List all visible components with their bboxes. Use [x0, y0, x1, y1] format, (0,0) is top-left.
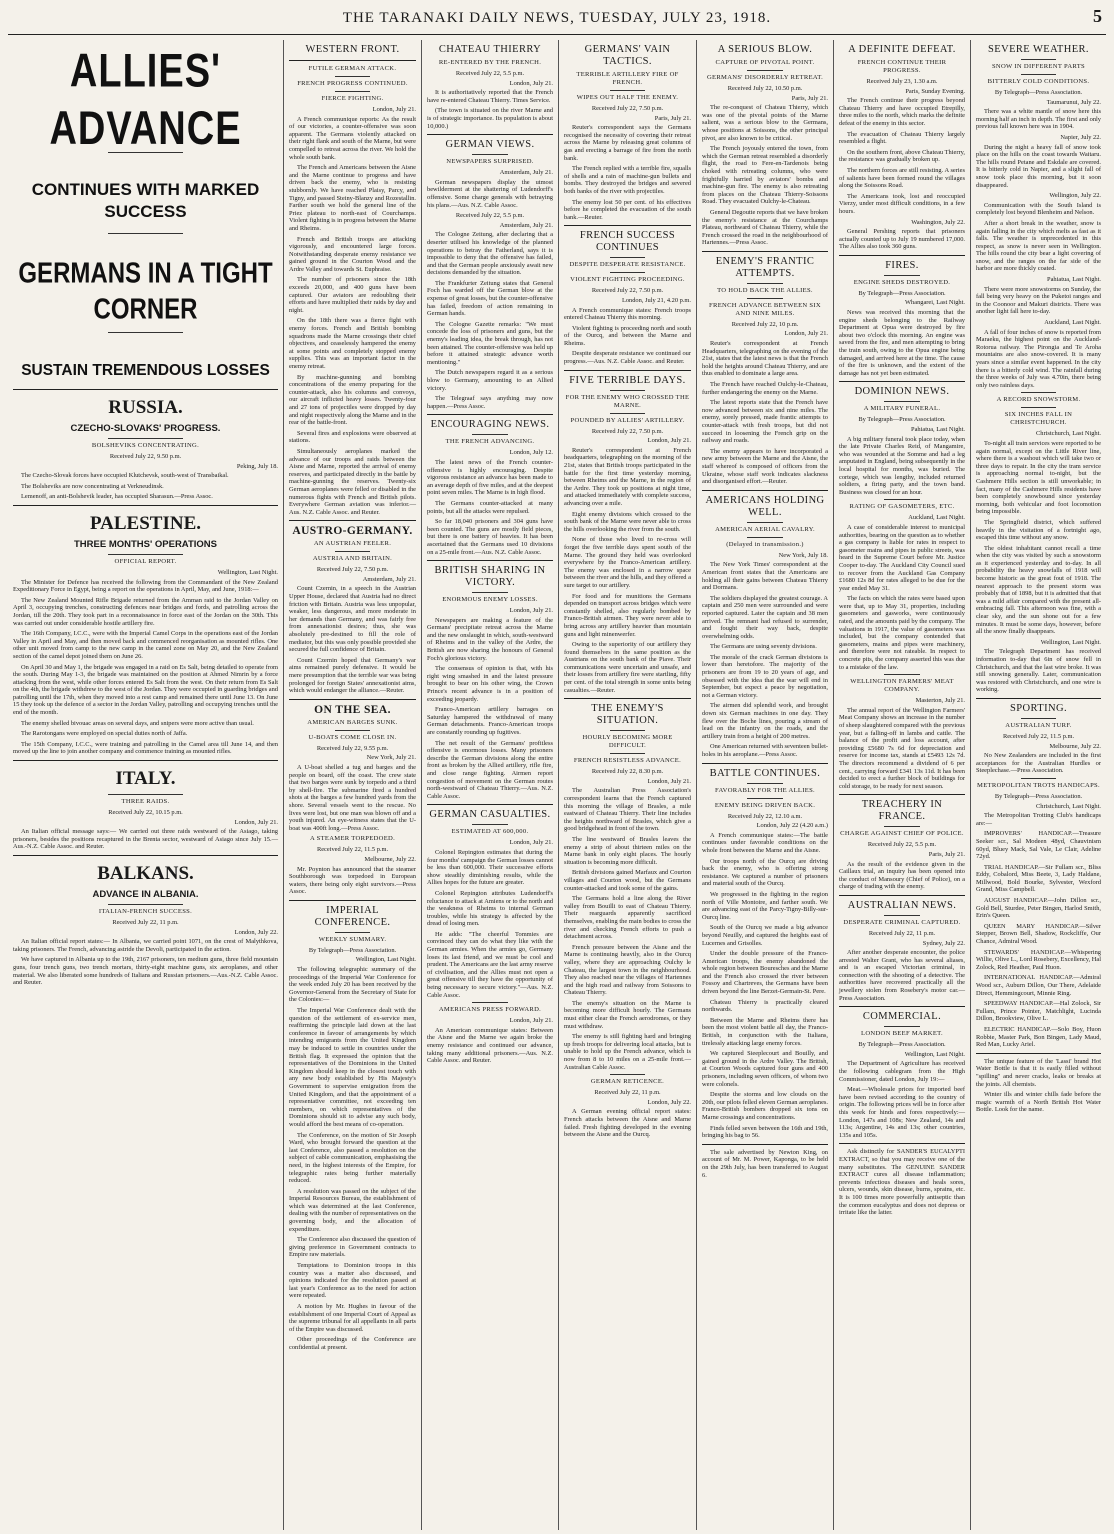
article-paragraph: A U-boat shelled a tug and barges and the people on board, off the coast. The crew state that two barges were sunk by torpedo and a third by shell-fire. The submarine fired a hundred shots at the barges a few hundred yards from the shore. Several vessels went to the rescue. No lives were lost, but one man was blown off and a youth injured. An eye-witness states that the U-boat was 400ft long.—Press Assoc.	[289, 763, 416, 832]
placeline: Amsterdam, July 21.	[362, 575, 416, 583]
article-paragraph: On April 30 and May 1, the brigade was engaged in a raid on Es Salt, being detailed to operate from the south. During May 1-3, the brigade was maintained on the position at Ahmed Nimrin by a force attacking from the west, while other forces entered Es Salt from the west. On their return from Es Salt on the 4th, the brigade withdrew to the west of the Jordan. They were occupied in guarding bridges and patrolling until the 17th, when they moved into a rest camp and remained there until June 13. On June 15 they took up the defence of a sector in the Jordan Valley, patrolling and occupying trenches until the end of the month.	[13, 663, 278, 717]
placeline: Wellington, Last Night.	[904, 1050, 965, 1058]
advertisement: Winter ills and winter chills fade before the magic warmth of a North British Hot Water Bottle. Look for the name.	[976, 1091, 1101, 1114]
article-paragraph: German newspapers display the utmost bewilderment at the shattering of Ludendorff's offensive. Some charge generals with betraying his plans.—Aus. N.Z. Cable Assoc.	[427, 178, 553, 209]
article-paragraph: QUEEN MARY HANDICAP.—Silver Stepper, Brown Bell, Shadow, Rockcliffe, Our Chance, Admiral Wood.	[976, 922, 1101, 946]
placeline: Paris, July 21.	[791, 94, 828, 102]
banner-allies-advance: ALLIES' ADVANCE	[49, 45, 242, 155]
placeline: London, July 21.	[647, 437, 691, 445]
placeline: London, July 22 (4.20 a.m.)	[756, 822, 828, 830]
article-paragraph: Meat.—Wholesale prices for imported beef have been revised according to the country of origin. The following prices will be in force after this week for hinds and fores respectively:—London, 147s and 108s; New Zealand, 14s and 113s; Argentine, 14s and 13s; other countries, 135s and 105s.	[839, 1086, 965, 1139]
article-paragraph: After a short break in the weather, snow is again falling in the city which melts as fast as it falls. The weather is unprecedented in this respect, as snow is never seen in Wellington. The hills round the city bear a light covering of snow, and the ranges on the far side of the harbor are more thickly coated.	[976, 219, 1101, 273]
article-paragraph: A German evening official report states: French attacks between the Aisne and Marne failed. Fresh fighting developed in the evening between the Aisne and the Ourcq.	[564, 1108, 691, 1139]
subhead: (Delayed in transmission.)	[726, 540, 804, 548]
subhead: WIPES OUT HALF THE ENEMY.	[576, 94, 679, 101]
german-views-headline: GERMAN VIEWS.	[445, 139, 535, 151]
article-paragraph: TRIAL HANDICAP.—Sir Fullam scr., Bliss Eddy, Cobalord, Miss Beete, 3, Lady Haldane, Millwood, Bold Bourke, Sylvester, Wexford Grand, Miss Campbell.	[976, 863, 1101, 894]
newspaper-title: THE TARANAKI DAILY NEWS, TUESDAY, JULY 23, 1918.	[342, 10, 772, 26]
article-paragraph: After another desperate encounter, the police arrested Walter Grant, who has several aliases, and is an escaped Victorian criminal, in connection with the shooting of a detective. The authorities have recovered practically all the jewellery stolen from Rosebery's motor car.—Press Association.	[839, 949, 965, 1002]
dateline: Received July 22, 7.50 p.m.	[591, 427, 664, 435]
article-paragraph: The facts on which the rates were based upon were that, up to May 31, properties, including gasometers and gasworks, were continuously rated, and the amounts paid by the company. The valuations in 1917, the value of gasometers was included, but the company contended that gasometers, mains and pipes were machinery, and therefore were not rateable. In respect to concrete pits, the company asserted this was due to a mistake of the law.	[839, 595, 965, 671]
palestine-subhead: THREE MONTHS' OPERATIONS	[73, 538, 217, 550]
article-paragraph: The French replied with a terrible fire, squalls of shells and a rain of machine-gun bullets and bombs. They destroyed the bridges and severed both banks of the river with projectiles.	[564, 165, 691, 195]
article-paragraph: The New York Times' correspondent at the American front states that the Americans are holding all their gains between Chateau Thierry and Dormans.	[702, 561, 828, 592]
dateline: Received July 22, 7.50 p.m.	[316, 566, 389, 574]
article-paragraph: Count Czernin, in a speech in the Austrian Upper House, declared that Austria had no direct friction with Britain. Austria was less unpopular, weaker, less dangerous, and more moderate in her demands than Germany, and was fairly free from annexationist desires; thus, she was absolutely pre-destined to fill the role of mediator, but this was only possible provided she secured the full confidence of Britain.	[289, 585, 416, 654]
placeline: Pahiatua, Last Night.	[911, 426, 965, 433]
placeline: Christchurch, Last Night.	[1036, 802, 1101, 810]
placeline: London, July 21.	[509, 839, 553, 847]
article-paragraph: To-night all train services were reported to be again normal, except on the Little River line, where there is a washout which will take two or three days to repair. In the city the tram service is approaching normal to-night, but the Cashmere Hills section is still unworkable; in fact, many of the Cashmere Hills residents have been completely snowbound since yesterday morning, both vehicular and foot locomotion being impossible.	[976, 439, 1101, 516]
subhead: RATING OF GASOMETERS, ETC.	[849, 503, 955, 511]
placeline: London, July 22.	[647, 1098, 691, 1106]
article-paragraph: INTERNATIONAL HANDICAP.—Admiral Wood scr., Auburn Dillon, Our There, Adelaide Direct, Hemmingcourt, Minnie Ring.	[976, 974, 1101, 997]
dominion-news-headline: DOMINION NEWS.	[854, 386, 950, 398]
frantic-attempts-headline: ENEMY'S FRANTIC ATTEMPTS.	[715, 255, 815, 279]
placeline: Wellington, Last Night.	[1040, 638, 1101, 646]
article-paragraph: The French and Americans between the Aisne and the Marne continue to progress and have driven back the enemy, who is resisting stubbornly. We have reached Plaisy, Parcy, and Tigny, and passed Steiny-Blanzy and Rozestallin. Farther south we hold the general line of the Priez plateau to north-east of Courchamps. Violent fighting is in progress between the Marne and Rheims.	[289, 164, 416, 232]
imperial-conference-headline: IMPERIAL CONFERENCE.	[314, 904, 391, 928]
palestine-headline: PALESTINE.	[89, 512, 202, 534]
subhead: FRENCH RESISTLESS ADVANCE.	[573, 757, 682, 765]
article-paragraph: On the 18th there was a fierce fight with enemy forces. French and British bombing squadrons made the Marne crossings their chief objectives, and ceaselessly hampered the enemy at some points and completely stopped enemy supplies. This was an important factor in the enemy retreat.	[289, 317, 416, 370]
article-paragraph: Violent fighting is proceeding north and south of the Ourcq, and between the Marne and Rheims.	[564, 324, 691, 347]
article-paragraph: One American returned with seventeen bullet-holes in his aeroplane.—Press Assoc.	[702, 743, 829, 758]
subhead: BITTERLY COLD CONDITIONS.	[987, 78, 1090, 85]
article-paragraph: SPEEDWAY HANDICAP.—Hal Zolock, Sir Fullam, Prince Pointer, Matchlight, Lucinda Dillon, Brookview, Olive L.	[976, 1000, 1101, 1023]
dateline: By Telegraph—Press Association.	[858, 416, 946, 424]
article-paragraph: The French continue their progress beyond Chateau Thierry and have occupied Etrepilly, three miles to the north, which marks the definite defeat of the enemy in this sector.	[839, 97, 965, 127]
subhead: VIOLENT FIGHTING PROCEEDING.	[570, 276, 685, 284]
dateline: Received July 22, 7.50 p.m.	[591, 287, 664, 295]
dateline: By Telegraph—Press Association.	[994, 89, 1083, 96]
subhead: NEWSPAPERS SURPRISED.	[446, 158, 534, 166]
dateline: Received July 22, 9.55 p.m.	[316, 744, 389, 752]
subhead: FRENCH ADVANCE BETWEEN SIX AND NINE MILES.	[709, 301, 821, 317]
column-4	[558, 40, 696, 1530]
article-paragraph: The Germans are using seventy divisions.	[710, 643, 817, 651]
article-paragraph: A case of considerable interest to municipal authorities, bearing on the question as to whether a gas company is liable for rates in respect to gasometer mains and pipes in public streets, was heard in the Supreme Court before Mr. Justice Cooper to-day. The Auckland City Council sued to recover from the Auckland Gas Company £1680 12s 8d for rates alleged to be due for the year ended May 31.	[839, 523, 965, 592]
placeline: London, July 21.	[647, 777, 691, 785]
article-paragraph: He adds: "The cheerful Tommies are convinced they can do what they like with the German armies. When the armies go, Germany loses its last friend, and we must be cool and prudent. The Americans are the last army reserve of civilisation, and the Allies must not open a great offensive till they have the opportunity of being necessary to secure victory."—Aus. N.Z. Cable Assoc.	[427, 930, 553, 999]
dateline: Received July 22, 11 p.m.	[868, 929, 936, 937]
placeline: Wellington, Last Night.	[217, 568, 278, 576]
article-paragraph: The French have reached Oulchy-le-Chateau, further endangering the enemy on the Marne.	[702, 381, 828, 396]
placeline: Paris, July 21.	[928, 850, 965, 858]
article-paragraph: The latest reports state that the French have now advanced between six and nine miles. The enemy, sorely pressed, made frantic attempts to counter-attack with fresh troops, but did not succeed in loosening the French grip on the railway and roads.	[702, 399, 828, 445]
article-paragraph: Owing to the superiority of our artillery they found themselves in the same position as the Austrians on the south bank of the Piave. Their communications were uncertain and unsafe, and their losses from artillery fire were startling, fifty per cent. of the total strength in some units being casualties.—Reuter.	[564, 641, 691, 694]
article-paragraph: A resolution was passed on the subject of the Imperial Resources Bureau, the establishment of which was determined at the last Conference, dealing with the number of representatives on the governing body, and the allocation of expenditure.	[289, 1187, 416, 1233]
dateline: Received July 22, 8.30 p.m.	[591, 768, 664, 776]
placeline: London, July 21.	[509, 79, 553, 87]
subhead: DESPERATE CRIMINAL CAPTURED.	[843, 918, 961, 926]
subhead: RE-ENTERED BY THE FRENCH.	[438, 59, 542, 66]
placeline: Auckland, Last Night.	[1044, 319, 1101, 327]
subhead: DESPITE DESPERATE RESISTANCE.	[569, 261, 686, 269]
italy-subhead: THREE RAIDS.	[121, 798, 170, 806]
french-success-headline: FRENCH SUCCESS CONTINUES	[579, 230, 676, 254]
article-paragraph: The number of prisoners since the 18th exceeds 20,000, and 400 guns have been captured. Our aviators are redoubling their efforts and have multiplied their raids by day and night.	[289, 276, 416, 314]
british-sharing-headline: BRITISH SHARING IN VICTORY.	[434, 565, 546, 589]
article-paragraph: ELECTRIC HANDICAP.—Solo Boy, Huon Robbie, Master Park, Bon Bingen, Lady Maud, Red Man, Lucky Ariel.	[976, 1025, 1101, 1049]
article-paragraph: French and British troops are attacking vigorously, and encountered large forces. Notwithstanding desperate enemy resistance we gained ground in the Courton Wood and the Ardre Valley and towards St. Euphraise.	[289, 235, 416, 273]
article-paragraph: As the result of the evidence given in the Caillaux trial, an inquiry has been opened into the conduct of Mansoury (Chief of Police), on a charge of trading with the enemy.	[839, 860, 965, 891]
five-terrible-days-headline: FIVE TERRIBLE DAYS.	[569, 374, 686, 386]
article-paragraph: The Czecho-Slovak forces have occupied Klutchevsk, south-west of Transbaikal.	[21, 472, 229, 480]
article-paragraph: (The town is situated on the river Marne and is of strategic importance. Its population is about 10,000.)	[427, 107, 553, 130]
banner-tight-corner: GERMANS IN A TIGHT CORNER	[18, 257, 273, 326]
subhead: ESTIMATED AT 600,000.	[451, 828, 529, 836]
subhead: AMERICANS PRESS FORWARD.	[438, 1006, 542, 1014]
article-paragraph: The net result of the Germans' profitless offensive is enormous losses. Many prisoners describe the German divisions along the entire front as broken by the Allied artillery, rifle fire, and close range fighting. Airmen report congestion of movement on the German routes north-westward of Chateau Thierry.—Aus. N.Z. Cable Assoc.	[427, 739, 553, 800]
placeline: Melbourne, July 22.	[364, 855, 416, 863]
subhead: GERMAN RETICENCE.	[590, 1078, 665, 1086]
article-paragraph: The Germans counter-attacked at many points, but all the attacks were repulsed.	[427, 499, 553, 515]
dateline: Received July 22, 7.50 p.m.	[591, 105, 664, 112]
dateline: Received July 23, 1.30 a.m.	[866, 78, 938, 85]
placeline: New York, July 18.	[778, 551, 828, 559]
article-paragraph: There was a white mantle of snow here this morning half an inch in depth. The first and only previous fall known here was in 1904.	[976, 108, 1101, 131]
subhead: POUNDED BY ALLIES' ARTILLERY.	[570, 416, 685, 424]
placeline: Paris, July 21.	[654, 114, 691, 122]
article-paragraph: The northern forces are still resisting. A series of salients have been formed round the villages along the Soissons Road.	[839, 166, 965, 190]
article-paragraph: The soldiers displayed the greatest courage. A captain and 250 men were surrounded and were reported captured. Later the captain and 38 men arrived. The remnant had refused to surrender, and fought their way back, despite overwhelming odds.	[702, 594, 828, 640]
placeline: Taumarunui, July 22.	[1046, 98, 1101, 106]
article-paragraph: Colonel Repington attributes Ludendorff's reluctance to attack at Amiens or to the north and the weakness of Rheims to internal German troubles, while his strategy is affected by the dread of losing men.	[427, 889, 553, 928]
dateline: Received July 22, 5.5 p.m.	[867, 841, 937, 849]
treachery-headline: TREACHERY IN FRANCE.	[861, 799, 943, 823]
placeline: London, July 21, 4.20 p.m.	[621, 296, 691, 304]
subhead: FUTILE GERMAN ATTACK.	[308, 65, 397, 72]
article-paragraph: Despite desperate resistance we continued our progress.—Aus. N.Z. Cable Assoc. and Reuter.	[564, 350, 691, 366]
australian-news-headline: AUSTRALIAN NEWS.	[847, 899, 957, 911]
article-paragraph: The Telegraph Department has received information to-day that 6in of snow fell in Christchurch, and that the last wire broke. It was still snowing generally. Later, communication was restored with Christchurch, and one wire is working.	[976, 648, 1101, 694]
balkans-headline: BALKANS.	[97, 863, 194, 884]
subhead: ENORMOUS ENEMY LOSSES.	[442, 596, 538, 604]
article-paragraph: The 15th Company, I.C.C., were training and patrolling in the Camel area till June 14, and then moved up the line to join another company and commence training as mounted rifles.	[13, 740, 278, 756]
article-paragraph: We progressed in the fighting in the region north of Ville Montoire, and farther south. We are advancing east of the Parcy-Tigny-Billy-sur-Ourcq line.	[702, 890, 828, 921]
article-paragraph: British divisions gained Marfaux and Courton villages and Courton wood, but the Germans counter-attacked and took some of the gains.	[564, 869, 691, 892]
article-paragraph: By machine-gunning and bombing concentrations of the enemy preparing for the counter-attack, also his columns and convoys, our aircraft inflicted heavy losses. Twenty-four and 27 tons of projectiles were dropped by day and night respectively along the Marne and in the rear of the battle-front.	[289, 373, 416, 427]
subhead: AMERICAN AERIAL CAVALRY.	[715, 525, 815, 533]
enemy-situation-headline: THE ENEMY'S SITUATION.	[591, 703, 664, 727]
column-5	[696, 40, 833, 1530]
column-2	[283, 40, 421, 1530]
article-paragraph: A French communique reports: As the result of our victories, a counter-offensive was soon apparent. The Germans violently attacked on their right flank and south of the Marne, but were compelled to retreat across the river. We hold the whole south bank.	[289, 115, 416, 161]
article-paragraph: The Minister for Defence has received the following from the Commandant of the New Zealand Expeditionary Force in Egypt, being a report on the operations in April, May, and June, 1918:—	[13, 578, 278, 594]
article-paragraph: The enemy lost 50 per cent. of his effectives before he completed the evacuation of the south bank.—Reuter.	[564, 198, 691, 221]
article-paragraph: The Cologne Zeitung, after declaring that a deserter utilised his knowledge of the planned operations to betray the Fatherland, says it is impossible to deny that the offensive has failed, and that the German people anxiously await new decisions demanded by the situation.	[427, 231, 553, 277]
placeline: Christchurch, Last Night.	[1036, 430, 1101, 438]
dateline: Received July 22, 11.5 p.m.	[316, 846, 389, 854]
dateline: Received July 22, 10 p.m.	[731, 320, 799, 328]
article-paragraph: There were more snowstorms on Sunday, the fall being very heavy on the Puketoi ranges and in the Coonoor and Makuri districts. There was another light fall here to-day.	[976, 285, 1101, 316]
article-paragraph: STEWARDS' HANDICAP.—Whispering Willie, Olive L., Lord Rosebery, Excellency, Hal Zolock, Red Heather, Paul Huon.	[976, 948, 1101, 971]
page-number: 5	[1093, 6, 1102, 26]
western-front-headline: WESTERN FRONT.	[305, 44, 400, 55]
article-paragraph: The Springfield district, which suffered heavily in the visitation of a fortnight ago, escaped this time without any snow.	[976, 518, 1101, 542]
article-paragraph: The latest news of the French counter-offensive is highly encouraging. Despite vigorous resistance an advance has been made to an average depth of five miles, and at the deepest point seven miles. The Marne is in high flood.	[427, 458, 553, 497]
dateline: Received July 22, 12.10 a.m.	[727, 812, 803, 820]
article-paragraph: So far 18,040 prisoners and 304 guns have been counted. The guns are mostly field pieces, but there is one battery of heavies. It has been ascertained that the Germans used 10 divisions on a 25-mile front.—Aus. N.Z. Cable Assoc.	[427, 518, 553, 556]
placeline: Peking, July 18.	[236, 462, 278, 470]
article-paragraph: Reuter's correspondent at French headquarters, telegraphing on the morning of the 21st, states that British troops participated in the battle for the first time yesterday morning, between Rheims and the Marne, in the region of the Ardre. They took up positions at night time, and attacked immediately with complete success, advancing over a mile.	[564, 446, 691, 507]
placeline: London, July 21.	[509, 607, 553, 615]
dateline: By Telegraph—Press Association.	[994, 792, 1083, 800]
article-paragraph: The 16th Company, I.C.C., were with the Imperial Camel Corps in the operations east of the Jordan Valley in April and May, and then moved back and commenced reorganisation as mounted rifles. One other unit moved from camp to the new camp in the camel zone on May 20, and the New Zealand section of the camel depot joined them on June 26.	[13, 630, 278, 660]
placeline: Masterton, July 21.	[915, 697, 965, 705]
article-paragraph: General Pershing reports that prisoners actually counted up to July 19 numbered 17,000. The Allies also took 360 guns.	[839, 228, 965, 251]
subhead: TO HOLD BACK THE ALLIES.	[717, 286, 813, 294]
advertisement: Ask distinctly for SANDER'S EUCALYPTI EXTRACT, so that you may receive one of the many substitutes. The GENUINE SANDER EXTRACT cures all disease inflammation; prevents infectious diseases and heals sores, ulcers, wounds, skin disease, burns, sprains, etc. It is 100 times more powerfully antiseptic than the common eucalyptus and does not depress or irritate like the latter.	[839, 1148, 965, 1217]
dateline: By Telegraph—Press Association.	[858, 1041, 946, 1049]
subhead: SNOW IN DIFFERENT PARTS	[991, 63, 1086, 70]
placeline: Amsterdam, July 21.	[499, 221, 553, 229]
dateline: By Telegraph—Press Association.	[858, 289, 946, 297]
article-paragraph: News was received this morning that the engine sheds belonging to the Railway Department at Opua were destroyed by fire about two o'clock this morning. An engine was saved from the fire, and men attempting to bring the train south, owing to the Opua engine being damaged, and arrived here at the time. The cause of the fire is unknown, and the extent of the damage has not yet been estimated.	[839, 309, 965, 377]
article-paragraph: A fall of four inches of snow is reported from Maraeku, the highest point on the Auckland-Rotorua railway. The Pirongia and Te Aroha mountains are also snow-covered. It is many years since a similar event happened. In the city there is a bitterly cold wind. The rainfall during the three weeks of July was 4.70in, there being only two rainless days.	[976, 328, 1101, 389]
placeline: New York, July 21.	[366, 754, 416, 762]
article-paragraph: An Italian official report states:— In Albania, we carried point 1071, on the crest of Malythkova, taking prisoners. The French, advancing astride the Devoli, participated in the action.	[13, 938, 278, 953]
article-paragraph: The French joyously entered the town, from which the German retreat resembled a disorderly flight, the road to Fere-en-Tardenois being choked with retreating columns, who were frightfully harried by aviators' bombs and machine-gun fire. The enemy is also retreating from places on the Chateau Thierry-Soissons Road. They evacuated Oulchy-le-Chateau.	[702, 145, 828, 206]
subhead: SIX INCHES FALL IN CHRISTCHURCH.	[1004, 411, 1073, 427]
article-paragraph: Other proceedings of the Conference are confidential at present.	[289, 1336, 416, 1351]
article-paragraph: French pressure between the Aisne and the Marne is continuing heavily, also in the Ourcq valley, where they are approaching Oulchy le Chateau, the largest town in the neighbourhood. They also reached near the villages of Hartennes and the high road and railway from Soissons to Chateau Thierry.	[564, 943, 691, 997]
column-3	[421, 40, 558, 1530]
article-paragraph: Our troops north of the Ourcq are driving back the enemy, who is offering strong resistance. We captured a number of prisoners and material south of the Ourcq.	[702, 857, 828, 888]
article-paragraph: The enemy is still fighting hard and bringing up fresh troops for delivering local attacks, but is unable to hold up the French advance, which is now from 8 to 10 miles on a 25-mile front.—Australian Cable Assoc.	[564, 1033, 691, 1071]
article-paragraph: During the night a heavy fall of snow took place on the hills on the coast towards Waitaru. The hills round Petane and Eskdale are covered. It is bitterly cold in Napier, and a slight fall of snow took place this morning, but it soon disappeared.	[976, 143, 1101, 189]
article-paragraph: A French communique states:—The battle continues under favorable conditions on the whole front between the Marne and the Aisne.	[702, 831, 828, 854]
article-paragraph: No New Zealanders are included in the first acceptances for the Australian Hurdles or Steeplechase.—Press Association.	[976, 752, 1101, 775]
italy-headline: ITALY.	[115, 768, 176, 790]
subhead: FRENCH PROGRESS CONTINUED.	[297, 80, 408, 87]
article-paragraph: Count Czernin hoped that Germany's war aims remained purely defensive. It would be mere presumption that the terrible war was being prolonged for foreign States' annexationist aims, which would endanger the alliance.—Reuter.	[289, 656, 416, 695]
subhead: ENEMY BEING DRIVEN BACK.	[714, 801, 816, 809]
article-paragraph: The consensus of opinion is that, with his right wing smashed in and the latest pressure brought to bear on his other wing, the Crown Prince's recent advance is in a position of exceeding jeopardy.	[427, 665, 553, 703]
subhead: AN AUSTRIAN FEELER.	[313, 540, 392, 548]
column-1	[8, 40, 283, 1530]
article-paragraph: On the southern front, above Chateau Thierry, the resistance was gradually broken up.	[839, 148, 965, 164]
dateline: Received July 22, 5.5 p.m.	[455, 70, 525, 77]
subhead: CHARGE AGAINST CHIEF OF POLICE.	[840, 830, 964, 838]
subhead: WELLINGTON FARMERS' MEAT COMPANY.	[850, 678, 954, 694]
article-paragraph: We captured Sieeplecourt and Bouilly, and gained ground in the Ardre Valley. The British, at Courton Woods captured four guns and 400 prisoners, including seven officers, of whom two were colonels.	[702, 1050, 828, 1088]
article-paragraph: The morale of the crack German divisions is lower than heretofore. The majority of the prisoners are from 19 to 20 years of age, and obsessed with the idea that the war will end in September, but expect a peace by negotiation, not a German victory.	[702, 653, 828, 699]
article-paragraph: Simultaneously aeroplanes marked the advance of our troops and raids between the Aisne and Marne, reported the arrival of enemy reserves, and participated directly in the battle by machine-gunning the reserves. Twenty-six German aeroplanes were felled or disabled in the numerous fights with French and British pilots. Everywhere German aviation was inferior.—Aus. N.Z. Cable Assoc. and Reuter.	[289, 447, 416, 516]
article-paragraph: Despite the storms and low clouds on the 20th, our pilots felled eleven German aeroplanes. Franco-British bombers dropped six tons on Marne crossings and concentrations.	[702, 1091, 828, 1121]
dateline: By Telegraph—Press Association.	[308, 946, 397, 954]
russia-headline: RUSSIA.	[108, 397, 183, 418]
balkans-subhead: ADVANCE IN ALBANIA.	[92, 889, 199, 900]
subhead: TERRIBLE ARTILLERY FIRE OF FRENCH.	[576, 71, 679, 86]
banner-losses: SUSTAIN TREMENDOUS LOSSES	[21, 362, 270, 379]
article-paragraph: An American communique states: Between the Aisne and the Marne we again broke the enemy resistance and continued our advance, taking many additional prisoners.—Aus. N.Z. Cable Assoc. and Reuter.	[427, 1026, 553, 1065]
article-paragraph: Chateau Thierry is practically cleared northwards.	[702, 998, 828, 1014]
advertisement: The sale advertised by Newton King, on account of Mr. M. Power, Kaponga, to be held on the 29th July, has been transferred to August 6.	[702, 1148, 828, 1179]
article-paragraph: AUGUST HANDICAP.—John Dillon scr., Gold Bell, Sturdee, Peter Bingen, Harlod Smith, Erin's Queen.	[976, 897, 1101, 920]
dateline: Received July 22, 5.5 p.m.	[455, 212, 525, 220]
placeline: Melbourne, July 22.	[1049, 742, 1101, 750]
article-paragraph: Under the double pressure of the Franco-American troops, the enemy abandoned the whole region between Bouresches and the Marne and the French also crossed the river between Fossoy and Chartreves, the Germans have been driven beyond the line Berzet-Germain-St. Pere.	[702, 950, 828, 996]
placeline: Napier, July 22.	[1060, 133, 1101, 141]
subhead: A RECORD SNOWSTORM.	[996, 396, 1081, 404]
article-paragraph: Reuter's correspondent says the Germans recognised the necessity of covering their retreat across the Marne by releasing great columns of gas and erecting a barrage of fire from the north bank.	[564, 124, 691, 162]
chateau-thierry-headline: CHATEAU THIERRY	[438, 44, 542, 55]
article-paragraph: The evacuation of Chateau Thierry largely resembled a flight.	[839, 130, 965, 146]
article-paragraph: The Metropolitan Trotting Club's handicaps are:—	[976, 812, 1101, 827]
article-paragraph: Finds felled seven between the 16th and 19th, bringing his bag to 56.	[702, 1124, 828, 1140]
article-paragraph: IMPROVERS' HANDICAP.—Treasure Seeker scr., Sal Modeen 48yd, Chauvinism 60yd, Bluey Mack, Sal Vale, Le Clair, Adeline 72yd.	[976, 830, 1101, 861]
article-paragraph: Mr. Poynton has announced that the steamer Southborough was torpedoed in European waters, there being only eight survivors.—Press Assoc.	[289, 865, 416, 896]
article-paragraph: The Imperial War Conference dealt with the question of the settlement of ex-service men, reaffirming the principle laid down at the last conference in favour of arrangements by which intending emigrants from the United Kingdom may be induced to settle in countries under the British flag. It expressed the opinion that the representatives of the Dominions in the United Kingdom should keep in the closest touch with any new body established by His Majesty's Government to supervise emigration from the United Kingdom, and that the appointment of a representative committee, not exceeding ten members, on which representatives of the Dominions should sit to advise any such body, would afford the best means of co-operation.	[289, 1007, 416, 1128]
palestine-subhead-2: OFFICIAL REPORT.	[114, 557, 177, 565]
placeline: London, July 22.	[234, 928, 278, 936]
column-7	[970, 40, 1106, 1530]
column-6	[833, 40, 970, 1530]
dateline: Received July 22, 11 p.m.	[112, 919, 179, 926]
article-paragraph: The Cologne Gazette remarks: "We must concede the loss of prisoners and guns, but the enemy's leading idea, the break through, has not been attained. The counter-offensive was held up before it attained strategic advance worth mentioning."	[427, 320, 553, 366]
americans-holding-headline: AMERICANS HOLDING WELL.	[705, 494, 825, 518]
article-paragraph: The oldest inhabitant cannot recall a time when the city was visited by such a snowstorm as it experienced yesterday and to-day. In all probability the heavy snowfalls of 1918 will become historic as the great fout of 1918. The nearest approach to the present storm was probably that of 1898, but it is admitted that that was a mild affair compared with the present all-embracing fall. This afternoon was fine, with a clear sky, and the sun shone out for a few minutes. It must be some days, however, before all the snow finally disappears.	[976, 544, 1101, 636]
placeline: London, July 21.	[509, 1017, 553, 1025]
dateline: Received July 22, 11.5 p.m.	[1002, 732, 1075, 740]
placeline: Auckland, Last Night.	[908, 514, 965, 522]
subhead: HOURLY BECOMING MORE DIFFICULT.	[582, 734, 673, 750]
placeline: Amsterdam, July 21.	[499, 169, 553, 177]
dateline: Received July 22, 9.50 p.m.	[109, 453, 182, 460]
subhead: ENGINE SHEDS DESTROYED.	[853, 278, 951, 286]
placeline: London, July 21.	[234, 818, 278, 826]
subhead: A MILITARY FUNERAL.	[863, 405, 941, 413]
placeline: Wellington, July 22.	[1049, 192, 1101, 200]
subhead: A STEAMER TORPEDOED.	[309, 835, 396, 843]
dateline: Received July 22, 11 p.m.	[594, 1089, 661, 1097]
subhead: FIERCE FIGHTING.	[321, 95, 384, 102]
balkans-subhead-2: ITALIAN-FRENCH SUCCESS.	[98, 908, 193, 915]
article-paragraph: A motion by Mr. Hughes in favour of the establishment of one Imperial Court of Appeal as the supreme tribunal for all appellants in all parts of the Empire was discussed.	[289, 1303, 416, 1333]
article-paragraph: The Americans took, lost and reoccupied Vierzy, under most difficult conditions, in a few hours.	[839, 192, 965, 215]
austro-germany-headline: AUSTRO-GERMANY.	[292, 525, 413, 538]
article-paragraph: Newspapers are making a feature of the Germans' precipitate retreat across the Marne and the new onslaught in which, south-westward of Rheims and in the valley of the Ardre, the British are now sharing the honours of General Foch's glorious victory.	[427, 616, 553, 662]
article-paragraph: We have captured in Albania up to the 19th, 2167 prisoners, ten medium guns, three field mountain guns, four trench guns, two trench mortars, thirty-eight machine guns, six aeroplanes, and other material. We also liberated some hundreds of Italians and Russian prisoners.—Aus.-N.Z. Cable Assoc. and Reuter.	[13, 956, 278, 987]
article-paragraph: The following telegraphic summary of the proceedings of the Imperial War Conference for the week ended July 20 has been received by the Governor-General from the Secretary of State for the Colonies:—	[289, 966, 416, 1004]
article-paragraph: The Rarotongans were employed on special duties north of Jaffa.	[21, 730, 188, 738]
article-paragraph: The Dutch newspapers regard it as a serious blow to Germany, amounting to an Allied victory.	[427, 369, 553, 392]
placeline: Paris, Sunday Evening.	[905, 87, 965, 95]
article-paragraph: The enemy shelled bivouac areas on several days, and snipers were more active than usual.	[21, 719, 254, 727]
article-paragraph: South of the Ourcq we made a big advance beyond Neuilly, and captured the heights east of Lucernes and Grisolles.	[702, 924, 828, 947]
article-paragraph: The Australian Press Association's correspondent learns that the French captured this morning the village of Brasles, a mile eastward of Chateau Thierry. Their line includes the heights northward of Brasles, which give a good bridgehead in front of the town.	[564, 787, 691, 833]
article-paragraph: It is authoritatively reported that the French have re-entered Chateau Thierry. Times Service.	[427, 89, 553, 104]
article-paragraph: Reuter's correspondent at French Headquarters, telegraphing on the evening of the 21st, states that the latest news is that the French hold the heights around Chateau Thierry, and are thus enabled to dominate a large area.	[702, 340, 828, 378]
battle-continues-headline: BATTLE CONTINUES.	[709, 767, 821, 779]
article-paragraph: Communication with the South Island is completely lost beyond Blenheim and Nelson.	[976, 201, 1101, 217]
severe-weather-headline: SEVERE WEATHER.	[988, 44, 1089, 55]
subhead: FRENCH CONTINUE THEIR PROGRESS.	[857, 59, 947, 74]
subhead: AMERICAN BARGES SUNK.	[307, 718, 398, 726]
article-paragraph: The New Zealand Mounted Rifle Brigade returned from the Amman raid to the Jordan Valley on April 3, occupying trenches, constructing defences near bridges and fords, and patrolling across the Jordan, till the 20th. They took part in a reconnaissance in force east of the Jordan on the 30th. This was carried out under considerable hostile artillery fire.	[13, 596, 278, 627]
article-paragraph: Several fires and explosions were observed at stations.	[289, 429, 416, 445]
article-paragraph: The Department of Agriculture has received the following cablegram from the High Commissioner, dated London, July 19:—	[839, 1060, 965, 1083]
german-vain-tactics-headline: GERMANS' VAIN TACTICS.	[584, 44, 671, 67]
sporting-headline: SPORTING.	[1010, 702, 1067, 714]
banner-continues: CONTINUES WITH MARKED SUCCESS	[31, 180, 260, 221]
article-paragraph: The re-conquest of Chateau Thierry, which was one of the pivotal points of the Marne salient, was a serious blow to the Germans, whose positions at Soissons, the other principal pivot, are also known to be critical.	[702, 104, 828, 142]
article-paragraph: The Conference, on the motion of Sir Joseph Ward, who brought forward the question at the last Conference, also passed a resolution on the subject of cable communication, emphasising the need, in the highest interests of the Empire, for telegraphic rates being further materially reduced.	[289, 1131, 416, 1185]
encouraging-news-headline: ENCOURAGING NEWS.	[430, 419, 550, 431]
article-paragraph: Temptations to Dominion troops in this country was a matter also discussed, and opinions indicated for the resolution passed at last year's Conference as to the need for action were repeated.	[289, 1262, 416, 1300]
subhead: FAVORABLY FOR THE ALLIES.	[714, 786, 816, 794]
placeline: Pahiatua, Last Night.	[1047, 276, 1101, 284]
russia-subhead-2: BOLSHEVIKS CONCENTRATING.	[91, 442, 200, 449]
subhead: LONDON BEEF MARKET.	[861, 1030, 943, 1038]
article-paragraph: The airmen did splendid work, and brought down six German machines in one day. They flew over the Boche lines, pouring a stream of lead on the infantry on the roads, and the artillery train from a height of 200 metres.	[702, 702, 828, 740]
subhead: WEEKLY SUMMARY.	[318, 935, 387, 943]
article-paragraph: The Conference also discussed the question of giving preference in Government contracts to Empire raw materials.	[289, 1236, 416, 1259]
subhead: GERMANS' DISORDERLY RETREAT.	[706, 74, 824, 81]
subhead: METROPOLITAN TROTS HANDICAPS.	[977, 781, 1100, 789]
placeline: Whangarei, Last Night.	[905, 299, 965, 307]
subhead: FOR THE ENEMY WHO CROSSED THE MARNE.	[565, 393, 690, 409]
placeline: Sydney, July 22.	[922, 939, 965, 947]
article-paragraph: An Italian official message says:— We carried out three raids westward of the Asiago, taking prisoners, besides the positions recaptured in the Brenta sector, westward of Asiago since July 15.—Aus.-N.Z. Cable Assoc. and Reuter.	[13, 828, 278, 851]
definite-defeat-headline: A DEFINITE DEFEAT.	[848, 44, 956, 55]
article-paragraph: Colonel Repington estimates that during the four months' campaign the German losses cannot be less than 600,000. Their successive efforts show steadily diminishing results, while the Allies hopes for the future are greater.	[427, 848, 553, 887]
article-paragraph: Lemenoff, an anti-Bolshevik leader, has occupied Sharasun.—Press Assoc.	[21, 493, 213, 501]
subhead: CAPTURE OF PIVOTAL POINT.	[715, 59, 815, 66]
article-paragraph: A big military funeral took place today, when the late Private Charles Reid, of Mangamire, who was wounded at the Somme and had a leg amputated in England, being subsequently in the local hospital for months, was buried. The cortege, which was lengthy, included returned soldiers, a firing party, and the town band. Business was closed for an hour.	[839, 435, 965, 496]
article-paragraph: The line westward of Brasles leaves the enemy a strip of about thirteen miles on the Marne bank in only eight places. The hourly situation is becoming more difficult.	[564, 836, 691, 866]
article-paragraph: Between the Marne and Rheims there has been the most violent battle all day, the Franco-British, in conjunction with the Italians, tirelessly attacking large enemy forces.	[702, 1016, 828, 1047]
dateline: Received July 22, 10.50 p.m.	[727, 85, 803, 92]
article-paragraph: The Bolsheviks are now concentrating at Verkneudinsk.	[21, 482, 164, 490]
article-paragraph: General Degoutte reports that we have broken the enemy's resistance at the Courchamps Plateau, northward of Chateau Thierry, while the French crossed the road in the neighbourhood of Hartennes.—Press Assoc.	[702, 208, 828, 247]
subhead: THE FRENCH ADVANCING.	[445, 438, 535, 446]
article-paragraph: Eight enemy divisions which crossed to the south bank of the Marne were never able to cross the hills overlooking the river from the south.	[564, 510, 691, 533]
advertisement: The unique feature of the 'Lassi' brand Hot Water Bottle is that it is easily filled without "spilling" and never cracks, leaks or breaks at the joints. All chemists.	[976, 1057, 1101, 1088]
fires-headline: FIRES.	[885, 259, 919, 271]
serious-blow-headline: A SERIOUS BLOW.	[717, 44, 813, 55]
on-the-sea-headline: ON THE SEA.	[314, 703, 391, 716]
article-paragraph: None of those who lived to re-cross will forget the five terrible days spent south of the Marne. The ground they held was overlooked everywhere by the Franco-American artillery. The enemy was enclosed in a narrow space between the river and the hills, and they offered a sure target to our artillery.	[564, 536, 691, 589]
article-paragraph: The enemy's situation on the Marne is becoming more difficult hourly. The Germans must either clear the French aerodromes, or they must withdraw.	[564, 999, 691, 1030]
article-paragraph: Franco-American artillery barrages on Saturday hampered the withdrawal of many German detachments. Franco-American troops are constantly rounding up fugitives.	[427, 706, 553, 736]
placeline: London, July 21.	[784, 330, 828, 338]
article-paragraph: The Telegraaf says anything may now happen.—Press Assoc.	[427, 395, 553, 410]
placeline: Washington, July 22.	[911, 218, 965, 226]
subhead: AUSTRALIAN TURF.	[1005, 721, 1072, 729]
russia-subhead: CZECHO-SLOVAKS' PROGRESS.	[70, 423, 221, 434]
article-paragraph: The enemy appears to have incorporated a new army between the Marne and the Aisne, the staff whereof is composed of officers from the Ukraine, whose staff work indicates slackness and disorganised effort.—Reuter.	[702, 447, 828, 486]
masthead	[8, 4, 1106, 35]
article-paragraph: The Frankfurter Zeitung states that General Foch has warded off the German blow at the expense of great losses, but the counter-offensive has failed, freedom of action remaining in German hands.	[427, 279, 553, 318]
placeline: Wellington, Last Night.	[355, 956, 416, 964]
article-paragraph: A French communique states: French troops entered Chateau Thierry this morning.	[564, 306, 691, 322]
article-paragraph: The annual report of the Wellington Farmers' Meat Company shows an increase in the number of sheep slaughtered compared with the previous year, but a falling-off in lambs and cattle. The balance of the profit and loss account, after providing £5680 7s 6d for depreciation and reserve for income tax, stands at £5493 12s 7d. The directors recommend a dividend of 6 per cent., carrying forward £341 13s 11d. It has been decided to erect a further block of buildings for cold storage, to be ready for next season.	[839, 706, 965, 790]
commercial-headline: COMMERCIAL.	[862, 1011, 942, 1023]
article-paragraph: The Germans hold a line along the River valley from Bouilli to east of Chateau Thierry. Their rearguards apparently sacrificed themselves, enabling the main bodies to cross the river and checking French efforts to push a detachment across.	[564, 895, 691, 941]
article-paragraph: For food and for munitions the Germans depended on transport across bridges which were constantly shelled, also regularly bombed by Franco-British airmen. They were never able to bring across any artillery heavier than mountain guns and light minenwerfer.	[564, 592, 691, 638]
dateline: Received July 22, 10.15 p.m.	[108, 809, 183, 817]
german-casualties-headline: GERMAN CASUALTIES.	[429, 809, 551, 821]
placeline: London, July 21.	[372, 106, 416, 113]
subhead: AUSTRIA AND BRITAIN.	[312, 555, 393, 563]
placeline: London, July 12.	[509, 449, 553, 457]
subhead: U-BOATS COME CLOSE IN.	[308, 733, 397, 741]
